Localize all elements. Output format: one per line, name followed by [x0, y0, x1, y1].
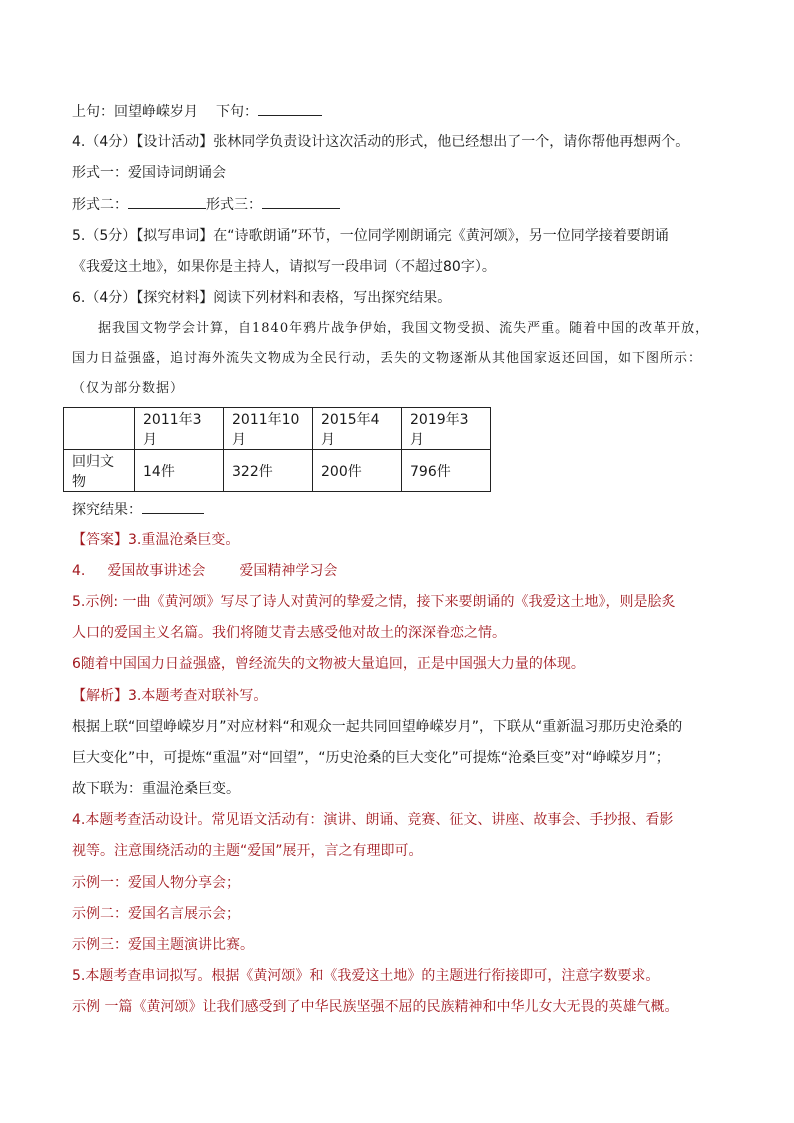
table-row [64, 450, 491, 492]
form-three-blank[interactable] [262, 194, 340, 209]
answer-4-num: 4. [72, 563, 86, 579]
answer-5-a: 5.示例: 一曲《黄河颂》写尽了诗人对黄河的挚爱之情，接下来要朗诵的《我爱这土地》，则是脍炙 [72, 594, 676, 610]
lower-line-label: 下句： [216, 104, 258, 120]
upper-line-label: 上句：回望峥嵘岁月 [72, 104, 198, 120]
answer-blank[interactable] [258, 101, 322, 116]
table-header-cell: 2011年3月 [135, 408, 224, 450]
table-cell: 796件 [402, 450, 491, 492]
result-line [72, 499, 204, 520]
analysis-3-a: 根据上联“回望峥嵘岁月”对应材料“和观众一起共同回望峥嵘岁月”，下联从“重新温习那历史沧桑的 [72, 719, 683, 735]
form-one: 形式一：爱国诗词朗诵会 [72, 165, 226, 181]
table-header-cell: 2011年10月 [224, 408, 313, 450]
answer-4 [72, 561, 337, 581]
analysis-5-example: 示例 一篇《黄河颂》让我们感受到了中华民族坚强不屈的民族精神和中华儿女大无畏的英雄气概。 [72, 999, 679, 1015]
form-two-blank[interactable] [128, 194, 206, 209]
analysis-3-c: 故下联为：重温沧桑巨变。 [72, 781, 240, 797]
result-blank[interactable] [142, 499, 204, 514]
form-two-three [72, 194, 340, 215]
table-header-cell: 2019年3月 [402, 408, 491, 450]
answer-6: 6随着中国国力日益强盛，曾经流失的文物被大量追回，正是中国强大力量的体现。 [72, 656, 585, 672]
analysis-heading: 【解析】3.本题考查对联补写。 [72, 688, 268, 704]
analysis-5: 5.本题考查串词拟写。根据《黄河颂》和《我爱这土地》的主题进行衔接即可，注意字数要求。 [72, 968, 660, 984]
answer-4-option-2: 爱国精神学习会 [239, 563, 338, 579]
table-cell: 322件 [224, 450, 313, 492]
couplet-line [72, 101, 322, 122]
result-label: 探究结果： [72, 502, 142, 518]
answer-5-b: 人口的爱国主义名篇。我们将随艾青去感受他对故土的深深眷恋之情。 [72, 625, 506, 641]
table-cell: 200件 [313, 450, 402, 492]
question-4: 4.（4分）【设计活动】张林同学负责设计这次活动的形式，他已经想出了一个，请你帮他再想两个。 [72, 134, 690, 150]
analysis-4-a: 4.本题考查活动设计。常见语文活动有：演讲、朗诵、竞赛、征文、讲座、故事会、手抄报、看影 [72, 812, 674, 828]
example-2: 示例二：爱国名言展示会； [72, 906, 240, 922]
form-two-label: 形式二： [72, 197, 128, 213]
material-paragraph: 据我国文物学会计算，自1840年鸦片战争伊始，我国文物受损、流失严重。随着中国的改革开放，国力日益强盛，追讨海外流失文物成为全民行动，丢失的文物逐渐从其他国家返还回国，如下图所示：（仅为部分数据） [72, 321, 710, 396]
table-row-label: 回归文物 [64, 450, 135, 492]
artifact-table [63, 407, 491, 492]
question-5-a: 5.（5分）【拟写串词】在“诗歌朗诵”环节，一位同学刚朗诵完《黄河颂》，另一位同学接着要朗诵 [72, 228, 669, 244]
answer-4-option-1: 爱国故事讲述会 [107, 563, 206, 579]
table-header-cell [64, 408, 135, 450]
analysis-4-b: 视等。注意围绕活动的主题“爱国”展开，言之有理即可。 [72, 843, 423, 859]
question-6: 6.（4分）【探究材料】阅读下列材料和表格，写出探究结果。 [72, 290, 452, 306]
example-3: 示例三：爱国主题演讲比赛。 [72, 937, 254, 953]
form-three-label: 形式三： [206, 197, 262, 213]
example-1: 示例一：爱国人物分享会； [72, 875, 240, 891]
answer-3: 【答案】3.重温沧桑巨变。 [72, 532, 240, 548]
question-5-b: 《我爱这土地》，如果你是主持人，请拟写一段串词（不超过80字）。 [72, 259, 496, 275]
table-cell: 14件 [135, 450, 224, 492]
analysis-3-b: 巨大变化”中，可提炼“重温”对“回望”，“历史沧桑的巨大变化”可提炼“沧桑巨变”对“峥嵘岁月”； [72, 750, 670, 766]
table-header-row [64, 408, 491, 450]
table-header-cell: 2015年4月 [313, 408, 402, 450]
